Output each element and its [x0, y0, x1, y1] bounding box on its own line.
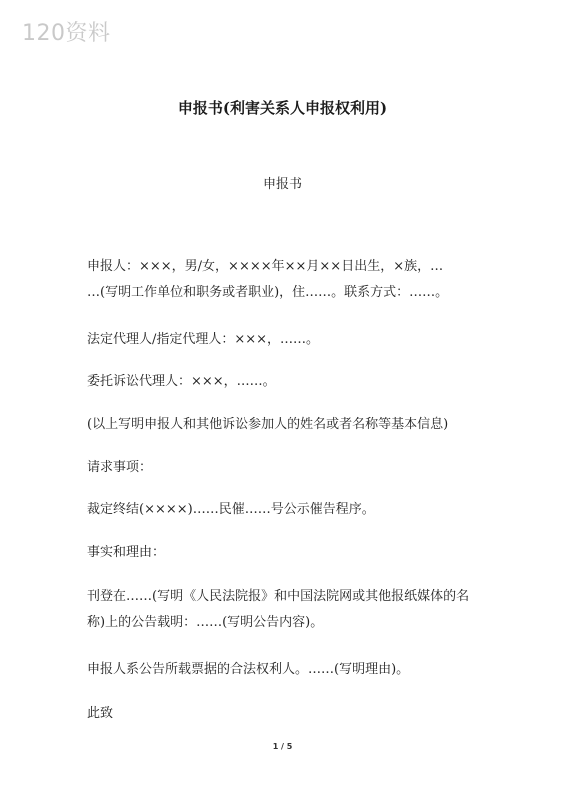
paragraph-line: 事实和理由：	[87, 545, 166, 560]
paragraph-line: 称)上的公告载明：……(写明公告内容)。	[87, 615, 324, 630]
paragraph-applicant	[87, 254, 487, 306]
page-number: 1 / 5	[272, 742, 293, 751]
paragraph-basic-info-note	[87, 412, 487, 438]
paragraph-line: 申报人系公告所载票据的合法权利人。……(写明理由)。	[87, 662, 410, 677]
paragraph-line: 请求事项：	[87, 460, 153, 475]
paragraph-closing	[87, 701, 487, 727]
section-heading-requests	[87, 455, 487, 481]
paragraph-line: …(写明工作单位和职务或者职业)，住……。联系方式：……。	[87, 285, 449, 300]
paragraph-line: 此致	[87, 706, 114, 721]
paragraph-legal-agent	[87, 327, 487, 353]
paragraph-line: 裁定终结(××××)……民催……号公示催告程序。	[87, 502, 375, 517]
paragraph-line: (以上写明申报人和其他诉讼参加人的姓名或者名称等基本信息)	[87, 417, 449, 432]
paragraph-line: 申报人：×××，男/女，××××年××月××日出生，×族，…	[87, 259, 444, 274]
paragraph-rights-holder	[87, 657, 487, 683]
document-title: 申报书(利害关系人申报权利用)	[177, 99, 388, 117]
section-heading-facts	[87, 540, 487, 566]
paragraph-request	[87, 497, 487, 523]
paragraph-line: 刊登在……(写明《人民法院报》和中国法院网或其他报纸媒体的名	[87, 589, 470, 604]
paragraph-litigation-agent	[87, 369, 487, 395]
watermark-logo: 120资料	[22, 21, 111, 46]
paragraph-facts	[87, 584, 487, 636]
paragraph-line: 法定代理人/指定代理人：×××，……。	[87, 332, 320, 347]
paragraph-line: 委托诉讼代理人：×××，……。	[87, 374, 276, 389]
document-subtitle: 申报书	[262, 177, 302, 192]
